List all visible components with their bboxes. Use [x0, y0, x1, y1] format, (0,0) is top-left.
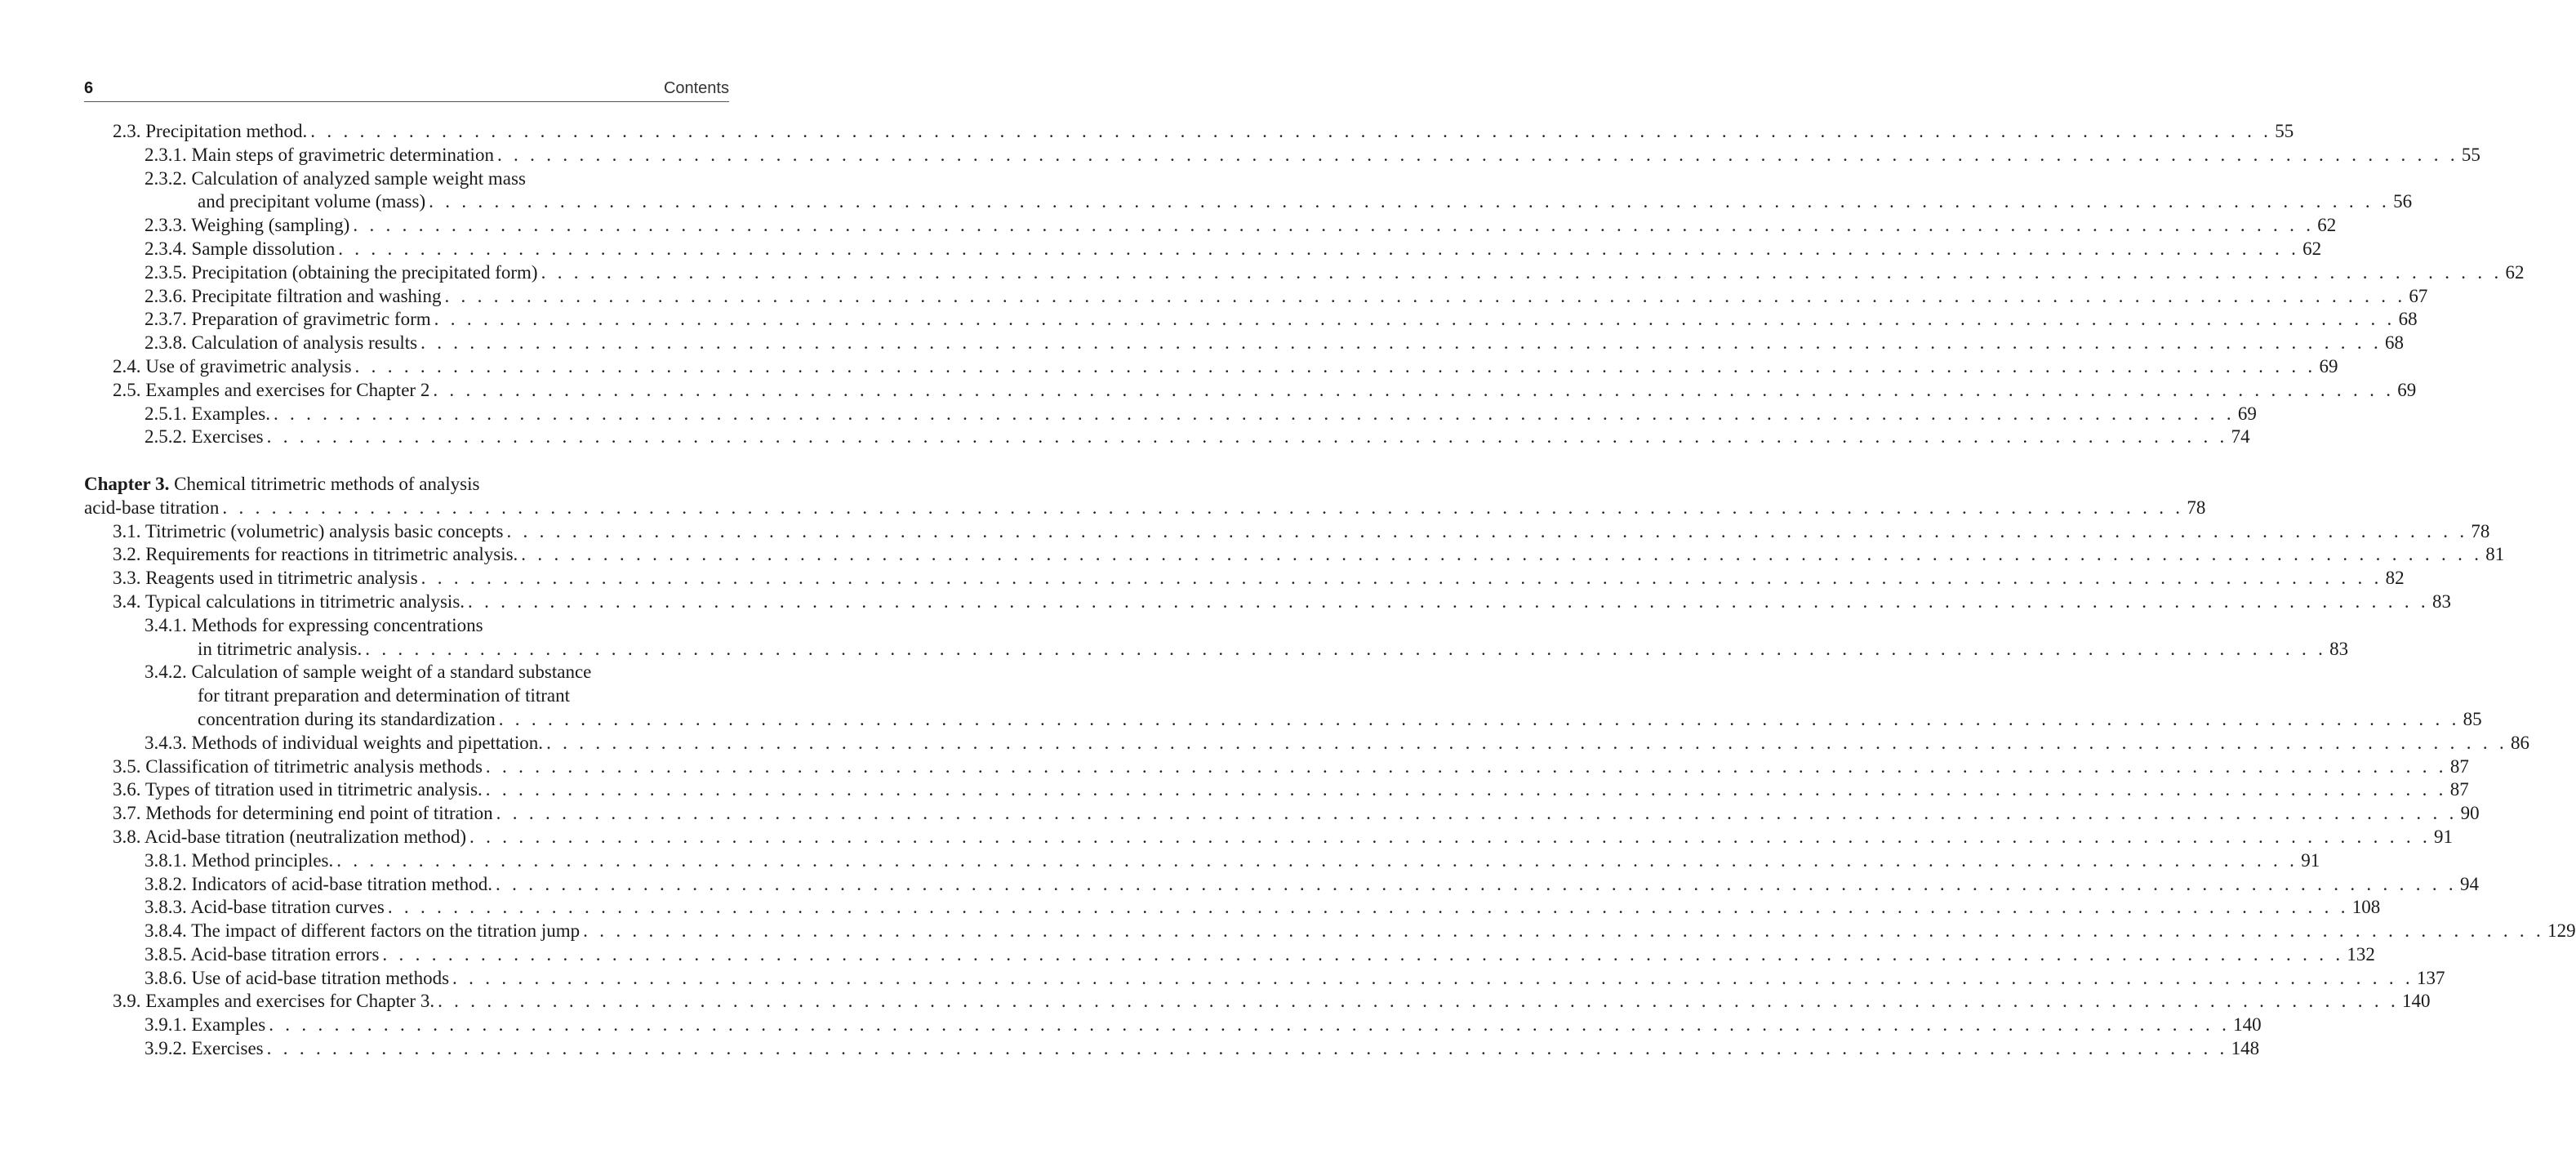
toc-entry-text: 3.3. Reagents used in titrimetric analysis — [113, 568, 418, 589]
toc-page-number: 62 — [2505, 261, 2525, 283]
toc-entry[interactable] — [84, 1037, 2260, 1061]
toc-page-number: 78 — [2471, 520, 2490, 541]
toc-entry-row — [113, 355, 2338, 379]
toc-page-number: 86 — [2511, 732, 2530, 753]
toc-page-number: 56 — [2393, 191, 2413, 212]
toc-entry-text: 3.8.5. Acid-base titration errors — [145, 943, 380, 965]
toc-entry[interactable] — [84, 120, 2294, 144]
toc-entry[interactable] — [84, 308, 2418, 332]
toc-entry-row — [198, 638, 2349, 662]
toc-entry[interactable] — [84, 567, 2405, 590]
toc-entry-row — [145, 920, 2576, 943]
dot-leader: . . . . . . . . . . . . . . . . . . . . . . . . . . . . . . . . . . . . . . . . . . . . . . . . . . . . . . . . . . . . . . . . . . . . . . . . . . . . . . . . . . . . . . . . . . . . . . . . . . . . . . . . . . . . . . . . . . . . . . . . — [521, 544, 2483, 565]
toc-entry-row — [145, 261, 2525, 285]
toc-entry[interactable] — [84, 214, 2337, 238]
toc-entry-text: 2.3.1. Main steps of gravimetric determination — [145, 144, 494, 165]
toc-entry-row — [113, 802, 2480, 826]
running-header — [84, 75, 729, 102]
dot-leader: . . . . . . . . . . . . . . . . . . . . . . . . . . . . . . . . . . . . . . . . . . . . . . . . . . . . . . . . . . . . . . . . . . . . . . . . . . . . . . . . . . . . . . . . . . . . . . . . . . . . . . . . . . . . . . . . . . . . . . . . — [420, 568, 2382, 589]
toc-page-number: 87 — [2449, 779, 2469, 800]
dot-leader: . . . . . . . . . . . . . . . . . . . . . . . . . . . . . . . . . . . . . . . . . . . . . . . . . . . . . . . . . . . . . . . . . . . . . . . . . . . . . . . . . . . . . . . . . . . . . . . . . . . . . . . . . . . . . . . . . . . . . . . . — [485, 779, 2447, 800]
toc-entry[interactable] — [84, 826, 2453, 849]
toc-entry[interactable] — [84, 238, 2322, 261]
dot-leader: . . . . . . . . . . . . . . . . . . . . . . . . . . . . . . . . . . . . . . . . . . . . . . . . . . . . . . . . . . . . . . . . . . . . . . . . . . . . . . . . . . . . . . . . . . . . . . . . . . . . . . . . . . . . . . . . . . . . . . . . — [365, 638, 2327, 659]
toc-page-number: 83 — [2329, 638, 2349, 659]
dot-leader: . . . . . . . . . . . . . . . . . . . . . . . . . . . . . . . . . . . . . . . . . . . . . . . . . . . . . . . . . . . . . . . . . . . . . . . . . . . . . . . . . . . . . . . . . . . . . . . . . . . . . . . . . . . . . . . . . . . . . . . . — [434, 309, 2396, 330]
toc-entry-row — [198, 708, 2482, 732]
dot-leader: . . . . . . . . . . . . . . . . . . . . . . . . . . . . . . . . . . . . . . . . . . . . . . . . . . . . . . . . . . . . . . . . . . . . . . . . . . . . . . . . . . . . . . . . . . . . . . . . . . . . . . . . . . . . . . . . . . . . . . . . — [266, 426, 2228, 448]
dot-leader: . . . . . . . . . . . . . . . . . . . . . . . . . . . . . . . . . . . . . . . . . . . . . . . . . . . . . . . . . . . . . . . . . . . . . . . . . . . . . . . . . . . . . . . . . . . . . . . . . . . . . . . . . . . . . . . . . . . . . . . . — [498, 708, 2460, 729]
toc-entry-text: for titrant preparation and determination of titrant — [198, 685, 571, 706]
toc-entry-text: 2.3.7. Preparation of gravimetric form — [145, 309, 431, 330]
toc-entry-text: 2.3.2. Calculation of analyzed sample weight mass — [145, 167, 526, 189]
toc-entry-row — [145, 403, 2257, 426]
dot-leader: . . . . . . . . . . . . . . . . . . . . . . . . . . . . . . . . . . . . . . . . . . . . . . . . . . . . . . . . . . . . . . . . . . . . . . . . . . . . . . . . . . . . . . . . . . . . . . . . . . . . . . . . . . . . . . . . . . . . . . . . — [382, 943, 2344, 965]
toc-entry-row — [145, 144, 2480, 167]
toc-page-number: 67 — [2409, 285, 2428, 306]
toc-entry[interactable] — [84, 778, 2469, 802]
toc-entry[interactable] — [84, 1014, 2262, 1037]
toc-entry-row — [145, 332, 2405, 355]
toc-page-number: 62 — [2302, 238, 2322, 259]
toc-entry[interactable] — [84, 732, 2530, 755]
toc-entry[interactable] — [84, 355, 2338, 379]
toc-entry-text: 3.1. Titrimetric (volumetric) analysis basic concepts — [113, 520, 504, 541]
toc-entry[interactable] — [84, 943, 2375, 967]
dot-leader: . . . . . . . . . . . . . . . . . . . . . . . . . . . . . . . . . . . . . . . . . . . . . . . . . . . . . . . . . . . . . . . . . . . . . . . . . . . . . . . . . . . . . . . . . . . . . . . . . . . . . . . . . . . . . . . . . . . . . . . . — [429, 191, 2391, 212]
dot-leader: . . . . . . . . . . . . . . . . . . . . . . . . . . . . . . . . . . . . . . . . . . . . . . . . . . . . . . . . . . . . . . . . . . . . . . . . . . . . . . . . . . . . . . . . . . . . . . . . . . . . . . . . . . . . . . . . . . . . . . . . — [420, 332, 2382, 354]
toc-page-number: 74 — [2231, 426, 2250, 448]
toc-entry[interactable] — [84, 849, 2320, 873]
toc-page-number: 85 — [2463, 708, 2482, 729]
toc-entry[interactable] — [84, 379, 2417, 403]
dot-leader: . . . . . . . . . . . . . . . . . . . . . . . . . . . . . . . . . . . . . . . . . . . . . . . . . . . . . . . . . . . . . . . . . . . . . . . . . . . . . . . . . . . . . . . . . . . . . . . . . . . . . . . . . . . . . . . . . . . . . . . . — [506, 520, 2468, 541]
page-number: 6 — [84, 79, 94, 97]
dot-leader: . . . . . . . . . . . . . . . . . . . . . . . . . . . . . . . . . . . . . . . . . . . . . . . . . . . . . . . . . . . . . . . . . . . . . . . . . . . . . . . . . . . . . . . . . . . . . . . . . . . . . . . . . . . . . . . . . . . . . . . . — [433, 379, 2395, 400]
toc-entry-continuation[interactable] — [84, 708, 2482, 732]
toc-entry-row — [145, 849, 2320, 873]
toc-page-number: 69 — [2397, 379, 2417, 400]
toc-entry[interactable] — [84, 873, 2479, 897]
toc-entry-continuation[interactable] — [84, 638, 2349, 662]
toc-entry[interactable] — [84, 285, 2428, 309]
toc-entry-text: 2.3.5. Precipitation (obtaining the precipitated form) — [145, 261, 538, 283]
toc-entry-continuation — [84, 684, 729, 708]
section-spacer — [84, 449, 729, 473]
dot-leader: . . . . . . . . . . . . . . . . . . . . . . . . . . . . . . . . . . . . . . . . . . . . . . . . . . . . . . . . . . . . . . . . . . . . . . . . . . . . . . . . . . . . . . . . . . . . . . . . . . . . . . . . . . . . . . . . . . . . . . . . — [353, 215, 2315, 236]
toc-entry-row — [145, 896, 2381, 920]
toc-entry — [84, 167, 729, 191]
toc-entry-text: 3.6. Types of titration used in titrimetric analysis. — [113, 779, 483, 800]
dot-leader: . . . . . . . . . . . . . . . . . . . . . . . . . . . . . . . . . . . . . . . . . . . . . . . . . . . . . . . . . . . . . . . . . . . . . . . . . . . . . . . . . . . . . . . . . . . . . . . . . . . . . . . . . . . . . . . . . . . . . . . . — [266, 1038, 2228, 1059]
toc-entry-text: 2.3.4. Sample dissolution — [145, 238, 336, 259]
toc-entry-text: 2.3.6. Precipitate filtration and washing — [145, 285, 442, 306]
toc-entry-text: concentration during its standardization — [198, 708, 496, 729]
toc-entry-text: 2.3.8. Calculation of analysis results — [145, 332, 418, 354]
toc-page-number: 62 — [2317, 215, 2337, 236]
dot-leader: . . . . . . . . . . . . . . . . . . . . . . . . . . . . . . . . . . . . . . . . . . . . . . . . . . . . . . . . . . . . . . . . . . . . . . . . . . . . . . . . . . . . . . . . . . . . . . . . . . . . . . . . . . . . . . . . . . . . . . . . — [438, 991, 2400, 1012]
toc-entry-row — [145, 1014, 2262, 1037]
dot-leader: . . . . . . . . . . . . . . . . . . . . . . . . . . . . . . . . . . . . . . . . . . . . . . . . . . . . . . . . . . . . . . . . . . . . . . . . . . . . . . . . . . . . . . . . . . . . . . . . . . . . . . . . . . . . . . . . . . . . . . . . — [338, 238, 2300, 259]
toc-entry[interactable] — [84, 990, 2431, 1014]
toc-entry-continuation[interactable] — [84, 190, 2413, 214]
toc-entry-text: 2.5. Examples and exercises for Chapter 2 — [113, 379, 430, 400]
toc-entry-row — [113, 590, 2451, 614]
toc-entry-text: 3.5. Classification of titrimetric analysis methods — [113, 755, 483, 777]
dot-leader: . . . . . . . . . . . . . . . . . . . . . . . . . . . . . . . . . . . . . . . . . . . . . . . . . . . . . . . . . . . . . . . . . . . . . . . . . . . . . . . . . . . . . . . . . . . . . . . . . . . . . . . . . . . . . . . . . . . . . . . . — [496, 873, 2457, 894]
dot-leader: . . . . . . . . . . . . . . . . . . . . . . . . . . . . . . . . . . . . . . . . . . . . . . . . . . . . . . . . . . . . . . . . . . . . . . . . . . . . . . . . . . . . . . . . . . . . . . . . . . . . . . . . . . . . . . . . . . . . . . . . — [269, 1014, 2231, 1036]
dot-leader: . . . . . . . . . . . . . . . . . . . . . . . . . . . . . . . . . . . . . . . . . . . . . . . . . . . . . . . . . . . . . . . . . . . . . . . . . . . . . . . . . . . . . . . . . . . . . . . . . . . . . . . . . . . . . . . . . . . . . . . . — [310, 121, 2272, 141]
dot-leader: . . . . . . . . . . . . . . . . . . . . . . . . . . . . . . . . . . . . . . . . . . . . . . . . . . . . . . . . . . . . . . . . . . . . . . . . . . . . . . . . . . . . . . . . . . . . . . . . . . . . . . . . . . . . . . . . . . . . . . . . — [496, 144, 2458, 165]
toc-page-number: 129 — [2547, 920, 2576, 942]
toc-entry-row — [145, 967, 2445, 991]
toc-entry-row — [113, 543, 2505, 567]
toc-page-number: 108 — [2351, 897, 2381, 918]
toc-entry-text: 3.9.1. Examples — [145, 1014, 266, 1036]
dot-leader: . . . . . . . . . . . . . . . . . . . . . . . . . . . . . . . . . . . . . . . . . . . . . . . . . . . . . . . . . . . . . . . . . . . . . . . . . . . . . . . . . . . . . . . . . . . . . . . . . . . . . . . . . . . . . . . . . . . . . . . . — [222, 497, 2184, 518]
toc-entry-row — [145, 285, 2428, 309]
dot-leader: . . . . . . . . . . . . . . . . . . . . . . . . . . . . . . . . . . . . . . . . . . . . . . . . . . . . . . . . . . . . . . . . . . . . . . . . . . . . . . . . . . . . . . . . . . . . . . . . . . . . . . . . . . . . . . . . . . . . . . . . — [469, 826, 2431, 847]
toc-entry[interactable] — [84, 144, 2480, 167]
chapter-heading-continuation[interactable] — [84, 497, 2206, 520]
toc-page-number: 82 — [2385, 568, 2405, 589]
toc-page-number: 140 — [2402, 991, 2431, 1012]
toc-entry-text: 3.9.2. Exercises — [145, 1038, 264, 1059]
toc-entry-text: 3.8.4. The impact of different factors on the titration jump — [145, 920, 581, 942]
toc-entry[interactable] — [84, 403, 2257, 426]
toc-entry-row — [145, 214, 2337, 238]
toc-entry[interactable] — [84, 896, 2381, 920]
dot-leader: . . . . . . . . . . . . . . . . . . . . . . . . . . . . . . . . . . . . . . . . . . . . . . . . . . . . . . . . . . . . . . . . . . . . . . . . . . . . . . . . . . . . . . . . . . . . . . . . . . . . . . . . . . . . . . . . . . . . . . . . — [387, 897, 2349, 918]
toc-page-number: 78 — [2187, 497, 2206, 518]
toc-page-number: 94 — [2459, 873, 2479, 894]
toc-entry-row — [145, 238, 2322, 261]
toc-entry-text: 2.5.1. Examples. — [145, 403, 270, 424]
toc-entry-row — [113, 778, 2469, 802]
toc-page-number: 148 — [2231, 1038, 2260, 1059]
toc-entry-text: in titrimetric analysis. — [198, 638, 363, 659]
toc-page-number: 87 — [2449, 755, 2469, 777]
toc-entry-row — [113, 755, 2469, 779]
chapter-label: Chapter 3. — [84, 473, 170, 494]
toc-entry-row — [145, 1037, 2260, 1061]
toc-entry-row — [113, 520, 2490, 544]
toc-page-number: 83 — [2431, 590, 2451, 612]
dot-leader: . . . . . . . . . . . . . . . . . . . . . . . . . . . . . . . . . . . . . . . . . . . . . . . . . . . . . . . . . . . . . . . . . . . . . . . . . . . . . . . . . . . . . . . . . . . . . . . . . . . . . . . . . . . . . . . . . . . . . . . . — [452, 967, 2414, 988]
table-of-contents — [84, 120, 2576, 1061]
dot-leader: . . . . . . . . . . . . . . . . . . . . . . . . . . . . . . . . . . . . . . . . . . . . . . . . . . . . . . . . . . . . . . . . . . . . . . . . . . . . . . . . . . . . . . . . . . . . . . . . . . . . . . . . . . . . . . . . . . . . . . . . — [273, 403, 2235, 424]
toc-page-number: 69 — [2237, 403, 2257, 424]
toc-entry[interactable] — [84, 920, 2576, 943]
dot-leader: . . . . . . . . . . . . . . . . . . . . . . . . . . . . . . . . . . . . . . . . . . . . . . . . . . . . . . . . . . . . . . . . . . . . . . . . . . . . . . . . . . . . . . . . . . . . . . . . . . . . . . . . . . . . . . . . . . . . . . . . — [583, 920, 2545, 942]
toc-page-number: 68 — [2385, 332, 2405, 354]
toc-entry-text: 2.5.2. Exercises — [145, 426, 264, 448]
toc-page-number: 91 — [2301, 849, 2320, 871]
toc-entry-row — [113, 826, 2453, 849]
toc-entry-text: 2.3. Precipitation method. — [113, 121, 308, 141]
toc-entry[interactable] — [84, 590, 2451, 614]
toc-page-number: 55 — [2461, 144, 2480, 165]
toc-entry-text: 2.4. Use of gravimetric analysis — [113, 355, 352, 376]
toc-page-number: 68 — [2398, 309, 2418, 330]
toc-page-number: 132 — [2347, 943, 2375, 965]
toc-entry-text: 3.8.1. Method principles. — [145, 849, 334, 871]
toc-entry-row — [145, 943, 2375, 967]
toc-entry-text: 3.8.3. Acid-base titration curves — [145, 897, 385, 918]
toc-page-number: 81 — [2485, 544, 2505, 565]
toc-entry-text: 3.4.3. Methods of individual weights and pipettation. — [145, 732, 544, 753]
toc-entry — [84, 661, 729, 684]
dot-leader: . . . . . . . . . . . . . . . . . . . . . . . . . . . . . . . . . . . . . . . . . . . . . . . . . . . . . . . . . . . . . . . . . . . . . . . . . . . . . . . . . . . . . . . . . . . . . . . . . . . . . . . . . . . . . . . . . . . . . . . . — [546, 732, 2508, 753]
toc-entry-row — [84, 497, 2206, 520]
toc-entry[interactable] — [84, 520, 2490, 544]
toc-entry[interactable] — [84, 261, 2525, 285]
toc-entry[interactable] — [84, 967, 2445, 991]
dot-leader: . . . . . . . . . . . . . . . . . . . . . . . . . . . . . . . . . . . . . . . . . . . . . . . . . . . . . . . . . . . . . . . . . . . . . . . . . . . . . . . . . . . . . . . . . . . . . . . . . . . . . . . . . . . . . . . . . . . . . . . . — [468, 590, 2429, 612]
dot-leader: . . . . . . . . . . . . . . . . . . . . . . . . . . . . . . . . . . . . . . . . . . . . . . . . . . . . . . . . . . . . . . . . . . . . . . . . . . . . . . . . . . . . . . . . . . . . . . . . . . . . . . . . . . . . . . . . . . . . . . . . — [336, 849, 2298, 871]
toc-page-number: 140 — [2233, 1014, 2262, 1036]
toc-entry — [84, 614, 729, 638]
toc-page-number: 90 — [2460, 803, 2480, 824]
toc-entry[interactable] — [84, 755, 2469, 779]
toc-entry-row — [145, 426, 2250, 449]
toc-entry[interactable] — [84, 332, 2405, 355]
toc-entry-row — [113, 379, 2417, 403]
toc-entry-text: 3.4.1. Methods for expressing concentrations — [145, 614, 483, 635]
toc-entry[interactable] — [84, 802, 2480, 826]
toc-entry-row — [113, 120, 2294, 144]
toc-entry-text: acid-base titration — [84, 497, 220, 518]
toc-entry[interactable] — [84, 543, 2505, 567]
toc-entry-row — [145, 308, 2418, 332]
dot-leader: . . . . . . . . . . . . . . . . . . . . . . . . . . . . . . . . . . . . . . . . . . . . . . . . . . . . . . . . . . . . . . . . . . . . . . . . . . . . . . . . . . . . . . . . . . . . . . . . . . . . . . . . . . . . . . . . . . . . . . . . — [444, 285, 2406, 306]
toc-page-number: 69 — [2319, 355, 2338, 376]
toc-entry-text: and precipitant volume (mass) — [198, 191, 426, 212]
toc-page-number: 91 — [2434, 826, 2453, 847]
toc-entry-text: 3.4. Typical calculations in titrimetric analysis. — [113, 590, 465, 612]
toc-page-number: 55 — [2275, 121, 2294, 141]
running-title: Contents — [663, 79, 729, 97]
toc-entry-row — [145, 732, 2530, 755]
dot-leader: . . . . . . . . . . . . . . . . . . . . . . . . . . . . . . . . . . . . . . . . . . . . . . . . . . . . . . . . . . . . . . . . . . . . . . . . . . . . . . . . . . . . . . . . . . . . . . . . . . . . . . . . . . . . . . . . . . . . . . . . — [541, 261, 2503, 283]
toc-entry[interactable] — [84, 426, 2250, 449]
toc-entry-text: 3.4.2. Calculation of sample weight of a standard substance — [145, 662, 592, 683]
chapter-title: Chemical titrimetric methods of analysis — [169, 473, 480, 494]
toc-entry-text: 3.9. Examples and exercises for Chapter 3. — [113, 991, 435, 1012]
toc-entry-text: 3.8.2. Indicators of acid-base titration method. — [145, 873, 493, 894]
toc-entry-row — [113, 990, 2431, 1014]
toc-entry-text: 3.8.6. Use of acid-base titration methods — [145, 967, 450, 988]
toc-entry-text: 3.8. Acid-base titration (neutralization method) — [113, 826, 467, 847]
toc-entry-row — [198, 190, 2413, 214]
toc-entry-text: 2.3.3. Weighing (sampling) — [145, 215, 350, 236]
toc-page-number: 137 — [2416, 967, 2445, 988]
dot-leader: . . . . . . . . . . . . . . . . . . . . . . . . . . . . . . . . . . . . . . . . . . . . . . . . . . . . . . . . . . . . . . . . . . . . . . . . . . . . . . . . . . . . . . . . . . . . . . . . . . . . . . . . . . . . . . . . . . . . . . . . — [354, 355, 2316, 376]
toc-entry-row — [113, 567, 2405, 590]
toc-entry-text: 3.7. Methods for determining end point of titration — [113, 803, 493, 824]
toc-entry-row — [145, 873, 2479, 897]
toc-entry-text: 3.2. Requirements for reactions in titrimetric analysis. — [113, 544, 518, 565]
dot-leader: . . . . . . . . . . . . . . . . . . . . . . . . . . . . . . . . . . . . . . . . . . . . . . . . . . . . . . . . . . . . . . . . . . . . . . . . . . . . . . . . . . . . . . . . . . . . . . . . . . . . . . . . . . . . . . . . . . . . . . . . — [496, 803, 2458, 824]
chapter-heading — [84, 473, 729, 497]
dot-leader: . . . . . . . . . . . . . . . . . . . . . . . . . . . . . . . . . . . . . . . . . . . . . . . . . . . . . . . . . . . . . . . . . . . . . . . . . . . . . . . . . . . . . . . . . . . . . . . . . . . . . . . . . . . . . . . . . . . . . . . . — [485, 755, 2447, 777]
